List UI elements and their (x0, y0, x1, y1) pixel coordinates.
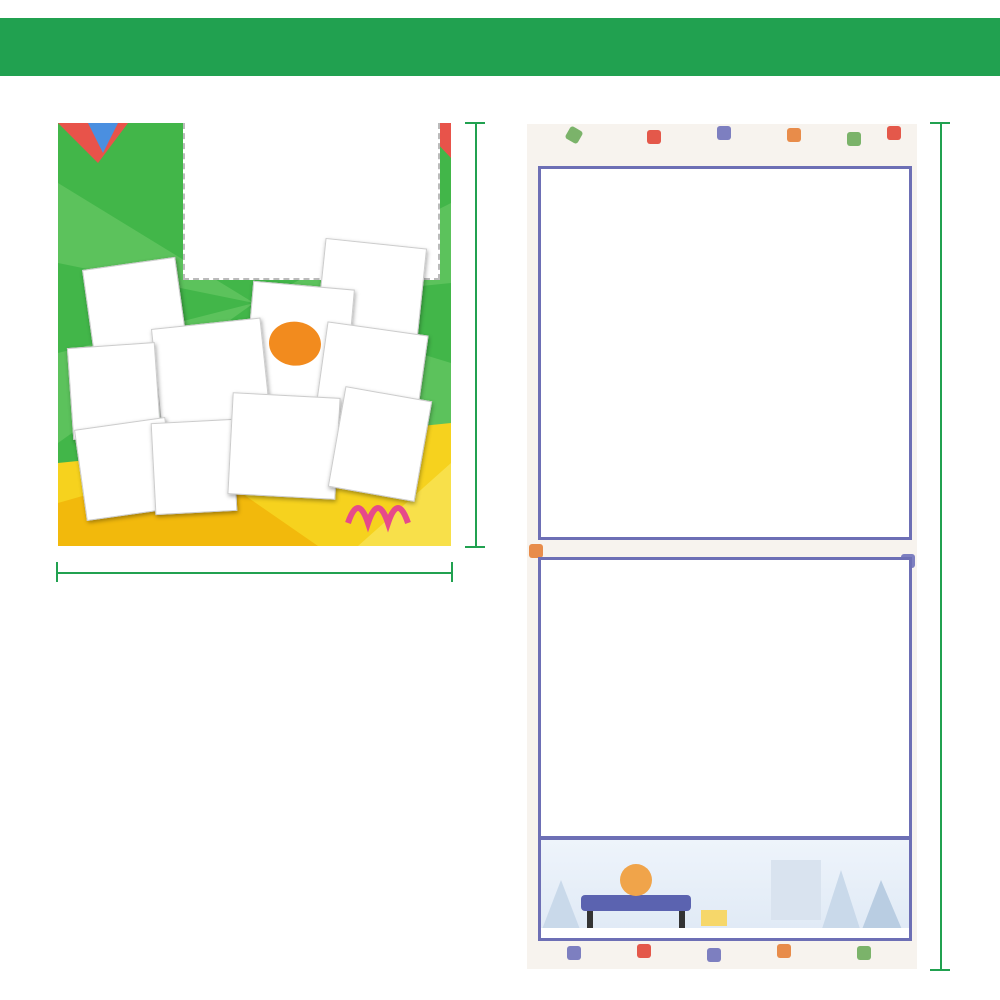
decoration (637, 944, 651, 958)
height-dimension-line (475, 122, 477, 547)
cover-card (151, 419, 238, 515)
dimension-tick (465, 546, 485, 548)
holly-decoration (847, 132, 861, 146)
pumpkin-icon (267, 319, 323, 367)
mitten-decoration (567, 946, 581, 960)
cover-card (328, 386, 432, 502)
mitten-decoration (717, 126, 731, 140)
mitten-decoration (707, 948, 721, 962)
folded-calendar-image (58, 123, 451, 546)
unfolded-calendar-image (527, 124, 917, 969)
decoration (529, 544, 543, 558)
dimension-tick (465, 122, 485, 124)
decoration (787, 128, 801, 142)
dimension-tick (930, 969, 950, 971)
holly-decoration (564, 125, 583, 144)
dimension-tick (56, 562, 58, 582)
mitten-decoration (647, 130, 661, 144)
header-banner (0, 18, 1000, 76)
card-caption (371, 489, 410, 496)
cover-card (227, 392, 340, 500)
winter-scene-art (541, 840, 909, 938)
dimension-tick (930, 122, 950, 124)
decoration (887, 126, 901, 140)
height-dimension-line (940, 122, 942, 970)
holly-decoration (857, 946, 871, 960)
winter-scene-illustration (538, 837, 912, 941)
calendar-grid-bottom (538, 557, 912, 839)
decoration (777, 944, 791, 958)
dimension-tick (451, 562, 453, 582)
calendar-grid-top (538, 166, 912, 540)
width-dimension-line (56, 572, 452, 574)
